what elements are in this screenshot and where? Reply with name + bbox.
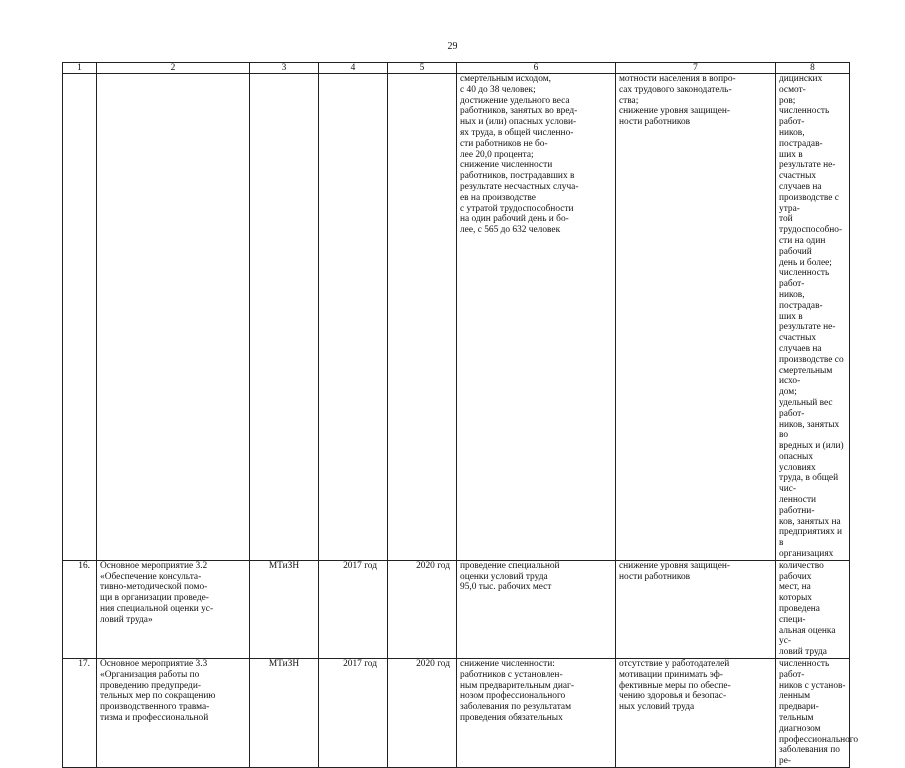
start-year-cell <box>319 74 388 561</box>
expected-result-cell: проведение специальной оценки условий труда 95,0 тыс. рабочих мест <box>457 560 616 658</box>
column-header: 7 <box>616 63 776 74</box>
column-header: 1 <box>63 63 97 74</box>
end-year-cell <box>388 74 457 561</box>
indicators-cell: дицинских осмот- ров; численность работ- ников, пострадав- ших в результате не- счастных случаев на производстве с утра- той трудоспособно- сти на один рабочий день и более; численность работ- ников, пострадав- ших в результате не- счастных случаев на производстве со смертельным исхо- дом; удельный вес работ- ников, занятых во вредных и (или) опасных условиях труда, в общей чис- ленности работни- ков, занятых на предприятиях и в организациях <box>776 74 850 561</box>
row-number: 16. <box>63 560 97 658</box>
consequences-cell: отсутствие у работодателей мотивации принимать эф- фективные меры по обеспе- чению здоровья и безопас- ных условий труда <box>616 659 776 768</box>
column-header: 8 <box>776 63 850 74</box>
activity-cell: Основное мероприятие 3.2 «Обеспечение консульта- тивно-методической помо- щи в организации проведе- ния специальной оценки ус- ловий труда» <box>97 560 250 658</box>
end-year-cell: 2020 год <box>388 560 457 658</box>
indicators-cell: численность работ- ников с установ- ленным предвари- тельным диагнозом профессионального заболевания по ре- <box>776 659 850 768</box>
table-row <box>63 74 850 561</box>
end-year-cell: 2020 год <box>388 659 457 768</box>
column-header: 5 <box>388 63 457 74</box>
header-row <box>63 63 850 74</box>
activity-cell <box>97 74 250 561</box>
page-number: 29 <box>447 41 458 52</box>
executor-cell: МТиЗН <box>250 560 319 658</box>
expected-result-cell: смертельным исходом, с 40 до 38 человек; достижение удельного веса работников, занятых во вред- ных и (или) опасных услови- ях труда, в общей численно- сти работников не бо- лее 20,0 процента; снижение численности работников, пострадавших в результате несчастных случа- ев на производстве с утратой трудоспособности на один рабочий день и бо- лее, с 565 до 632 человек <box>457 74 616 561</box>
table-row <box>63 659 850 768</box>
expected-result-cell: снижение численности: работников с установлен- ным предварительным диаг- нозом профессионального заболевания по результатам проведения обязательных <box>457 659 616 768</box>
column-header: 2 <box>97 63 250 74</box>
table-row <box>63 560 850 658</box>
column-header: 4 <box>319 63 388 74</box>
indicators-cell: количество рабочих мест, на которых проведена специ- альная оценка ус- ловий труда <box>776 560 850 658</box>
start-year-cell: 2017 год <box>319 659 388 768</box>
consequences-cell: снижение уровня защищен- ности работников <box>616 560 776 658</box>
executor-cell: МТиЗН <box>250 659 319 768</box>
consequences-cell: мотности населения в вопро- сах трудового законодатель- ства; снижение уровня защищен- ности работников <box>616 74 776 561</box>
row-number <box>63 74 97 561</box>
column-header: 3 <box>250 63 319 74</box>
activity-cell: Основное мероприятие 3.3 «Организация работы по проведению предупреди- тельных мер по сокращению производственного травма- тизма и профессиональной <box>97 659 250 768</box>
row-number: 17. <box>63 659 97 768</box>
column-header: 6 <box>457 63 616 74</box>
activities-table <box>62 62 859 768</box>
start-year-cell: 2017 год <box>319 560 388 658</box>
executor-cell <box>250 74 319 561</box>
